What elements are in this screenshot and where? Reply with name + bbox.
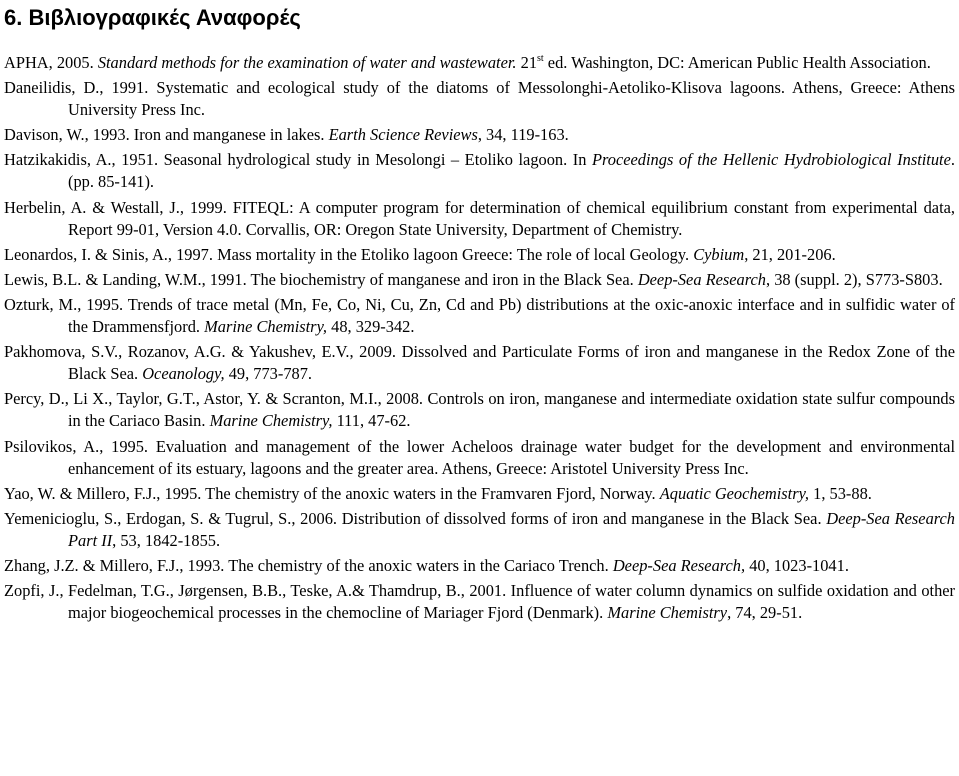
reference-text: Lewis, B.L. & Landing, W.M., 1991. The biochemistry of manganese and iron in the Black Sea. [4, 269, 638, 289]
reference-italic-text: Standard methods for the examination of water and wastewater. [97, 53, 517, 72]
reference-italic-text: Deep-Sea Research Part II [68, 508, 955, 550]
reference-text: , 38 (suppl. 2), S773-S803. [766, 269, 943, 289]
reference-text: APHA, 2005. [4, 53, 98, 72]
reference-text: 49, 773-787. [224, 364, 313, 384]
reference-text: Psilovikos, A., 1995. Evaluation and management of the lower Acheloos drainage water budget for the development and environmental enhancement of its estuary, lagoons and the greater area. Athens, Greece: Aristotel University Press Inc. [4, 436, 955, 478]
reference-text: 40, 1023-1041. [745, 555, 849, 575]
reference-entry [4, 77, 955, 121]
reference-entry [4, 294, 955, 338]
reference-text: Daneilidis, D., 1991. Systematic and ecological study of the diatoms of Messolonghi-Aetoliko-Klisova lagoons. Athens, Greece: Athens University Press Inc. [4, 78, 955, 120]
reference-entry [4, 341, 955, 385]
reference-italic-text: Deep-Sea Research [637, 269, 766, 289]
reference-text: Yao, W. & Millero, F.J., 1995. The chemistry of the anoxic waters in the Framvaren Fjord, Norway. [4, 483, 660, 503]
reference-text: . (pp. 85-141). [68, 150, 955, 192]
reference-italic-text: Marine Chemistry [607, 603, 728, 623]
reference-entry [4, 269, 955, 291]
reference-entry [4, 483, 955, 505]
reference-text: Percy, D., Li X., Taylor, G.T., Astor, Y. & Scranton, M.I., 2008. Controls on iron, manganese and intermediate oxidation state sulfur compounds in the Cariaco Basin. [4, 389, 955, 431]
reference-text: Herbelin, A. & Westall, J., 1999. FITEQL: A computer program for determination of chemical equilibrium constant from experimental data, Report 99-01, Version 4.0. Corvallis, OR: Oregon State University, Department of Chemistry. [4, 197, 955, 239]
reference-text: 21 [516, 53, 538, 72]
reference-text: Pakhomova, S.V., Rozanov, A.G. & Yakushev, E.V., 2009. Dissolved and Particulate Forms of iron and manganese in the Redox Zone of the Black Sea. [4, 342, 955, 384]
reference-text: Zopfi, J., Fedelman, T.G., Jørgensen, B.B., Teske, A.& Thamdrup, B., 2001. Influence of water column dynamics on sulfide oxidation and other major biogeochemical processes in the chemocline of Mariager Fjord (Denmark). [4, 581, 955, 623]
reference-italic-text: Deep-Sea Research, [612, 555, 746, 575]
reference-text: 1, 53-88. [809, 483, 872, 503]
reference-entry [4, 580, 955, 624]
reference-text: 48, 329-342. [327, 317, 415, 337]
reference-entry [4, 508, 955, 552]
reference-italic-text: Proceedings of the Hellenic Hydrobiological Institute [592, 150, 951, 170]
reference-text: , 34, 119-163. [477, 125, 569, 145]
reference-entry [4, 149, 955, 193]
reference-italic-text: Oceanology, [142, 364, 225, 384]
reference-text: Yemenicioglu, S., Erdogan, S. & Tugrul, S., 2006. Distribution of dissolved forms of iron and manganese in the Black Sea. [4, 508, 827, 528]
reference-italic-text: Marine Chemistry, [209, 411, 333, 431]
reference-text: ed. Washington, DC: American Public Health Association. [543, 53, 931, 72]
reference-text: Hatzikakidis, A., 1951. Seasonal hydrological study in Mesolongi – Etoliko lagoon. In [4, 150, 592, 170]
section-heading: 6. Βιβλιογραφικές Αναφορές [4, 5, 301, 30]
reference-entry [4, 52, 955, 74]
reference-list [4, 52, 955, 624]
superscript-text: st [537, 53, 544, 64]
reference-entry [4, 124, 955, 146]
reference-text: , 53, 1842-1855. [112, 530, 221, 550]
reference-text: 111, 47-62. [332, 411, 411, 431]
reference-italic-text: Cybium [693, 244, 745, 264]
reference-text: , 21, 201-206. [744, 244, 836, 264]
reference-text: Ozturk, M., 1995. Trends of trace metal (Mn, Fe, Co, Ni, Cu, Zn, Cd and Pb) distributions at the oxic-anoxic interface and in sulfidic water of the Drammensfjord. [4, 294, 955, 337]
reference-text: Leonardos, I. & Sinis, A., 1997. Mass mortality in the Etoliko lagoon Greece: The role of local Geology. [4, 244, 694, 264]
reference-italic-text: Earth Science Reviews [328, 125, 478, 145]
reference-text: Davison, W., 1993. Iron and manganese in lakes. [4, 125, 329, 145]
reference-entry [4, 388, 955, 432]
reference-entry [4, 244, 955, 266]
reference-entry [4, 197, 955, 241]
reference-entry [4, 436, 955, 480]
reference-text: , 74, 29-51. [727, 603, 803, 623]
reference-italic-text: Aquatic Geochemistry, [659, 483, 810, 503]
reference-entry [4, 555, 955, 577]
reference-italic-text: Marine Chemistry, [204, 317, 328, 337]
reference-text: Zhang, J.Z. & Millero, F.J., 1993. The chemistry of the anoxic waters in the Cariaco Trench. [4, 555, 613, 575]
